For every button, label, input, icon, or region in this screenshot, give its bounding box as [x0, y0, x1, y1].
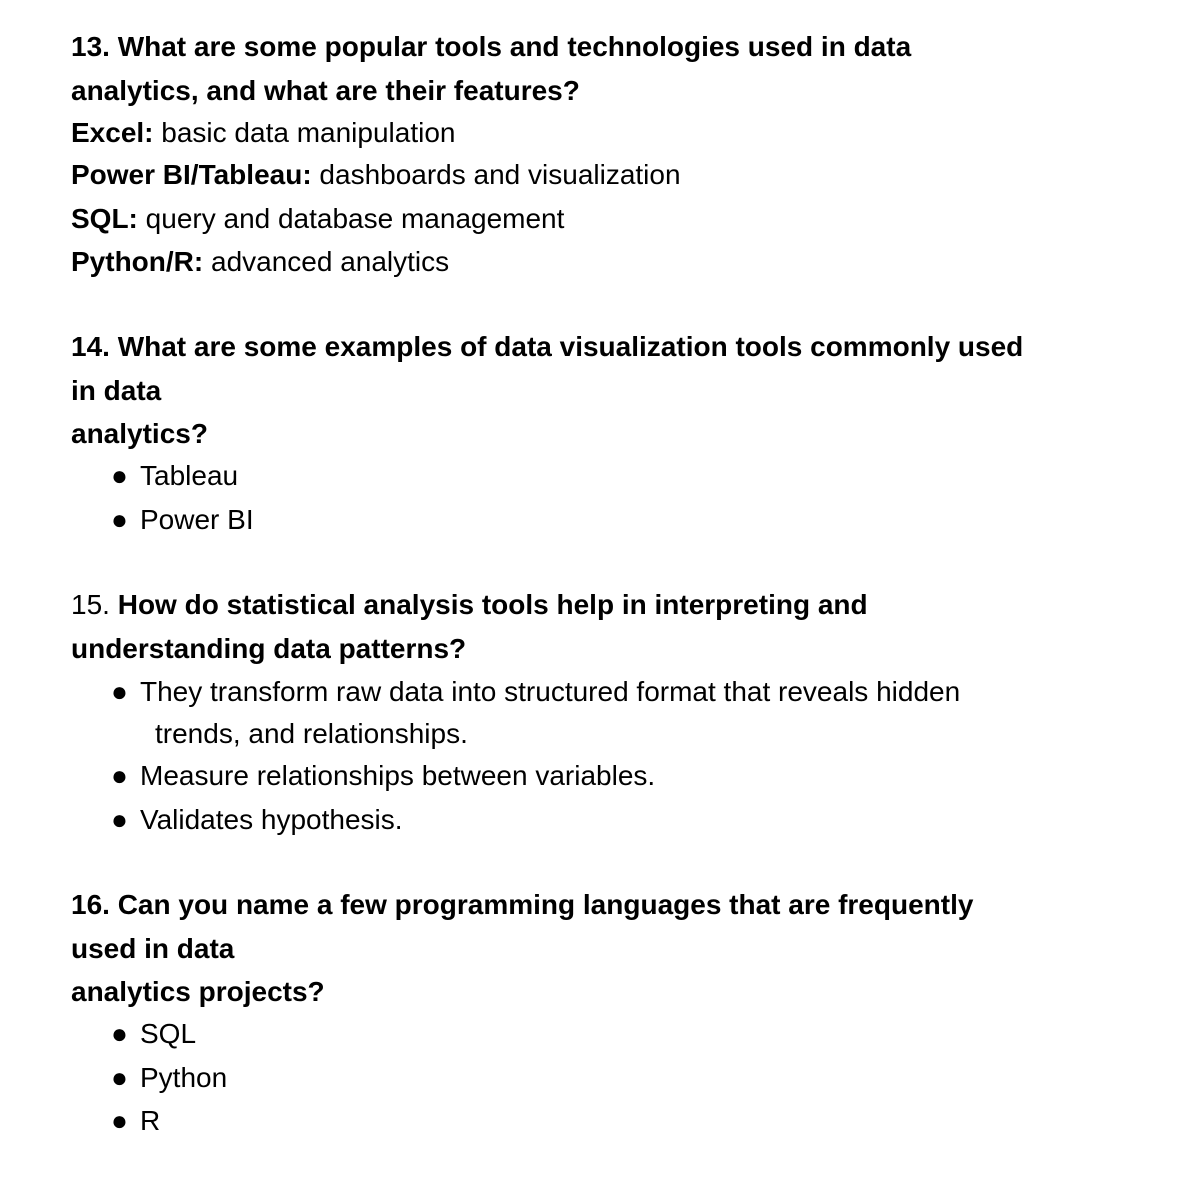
bullet-text: R [140, 1105, 161, 1136]
bullet-text: Power BI [140, 504, 254, 535]
bullet-icon: ● [111, 760, 128, 791]
q13-item-powerbi-tableau [71, 158, 681, 192]
q15-title-line-2: understanding data patterns? [71, 633, 467, 664]
bullet-icon: ● [111, 504, 128, 535]
q13-item-term: SQL: [71, 203, 138, 234]
q13-item-term: Power BI/Tableau: [71, 159, 312, 190]
bullet-icon: ● [111, 460, 128, 491]
q15-number: 15. [71, 589, 110, 620]
q13-item-desc: advanced analytics [203, 246, 450, 277]
bullet-text: Tableau [140, 460, 239, 491]
q16-bullet-item [111, 1061, 227, 1095]
q16-bullet-item [111, 1104, 160, 1138]
q13-item-desc: query and database management [137, 203, 565, 234]
q14-bullet-item [111, 503, 254, 537]
q13-item-desc: basic data manipulation [153, 117, 456, 148]
q13-title-line-2: analytics, and what are their features? [71, 75, 580, 106]
q16-title-line-3: analytics projects? [71, 976, 325, 1007]
q14-title-line-3: analytics? [71, 418, 208, 449]
q13-item-sql [71, 202, 564, 236]
bullet-icon: ● [111, 676, 128, 707]
bullet-text: SQL [140, 1018, 197, 1049]
q13-item-term: Excel: [71, 117, 154, 148]
q16-bullet-item [111, 1017, 196, 1051]
q14-title-line-1: 14. What are some examples of data visualization tools commonly used [71, 331, 1024, 362]
q13-title-line-1: 13. What are some popular tools and technologies used in data [71, 31, 912, 62]
bullet-icon: ● [111, 1105, 128, 1136]
bullet-icon: ● [111, 1062, 128, 1093]
bullet-text: Validates hypothesis. [140, 804, 403, 835]
q15-bullet-item [111, 803, 403, 837]
q13-item-desc: dashboards and visualization [311, 159, 681, 190]
q16-title-line-1: 16. Can you name a few programming languages that are frequently [71, 889, 974, 920]
bullet-icon: ● [111, 1018, 128, 1049]
q15-title-line-1 [71, 588, 868, 622]
q15-title-text: How do statistical analysis tools help in interpreting and [109, 589, 868, 620]
bullet-text: Python [140, 1062, 228, 1093]
q13-item-excel [71, 116, 455, 150]
bullet-text: They transform raw data into structured format that reveals hidden [140, 676, 961, 707]
q13-item-term: Python/R: [71, 246, 204, 277]
q15-bullet-item [111, 759, 655, 793]
q15-bullet-item [111, 675, 960, 709]
q14-bullet-item [111, 459, 238, 493]
q15-bullet-continuation: trends, and relationships. [155, 718, 468, 749]
bullet-icon: ● [111, 804, 128, 835]
q14-title-line-2: in data [71, 375, 162, 406]
bullet-text: Measure relationships between variables. [140, 760, 656, 791]
q13-item-python-r [71, 245, 449, 279]
q16-title-line-2: used in data [71, 933, 235, 964]
